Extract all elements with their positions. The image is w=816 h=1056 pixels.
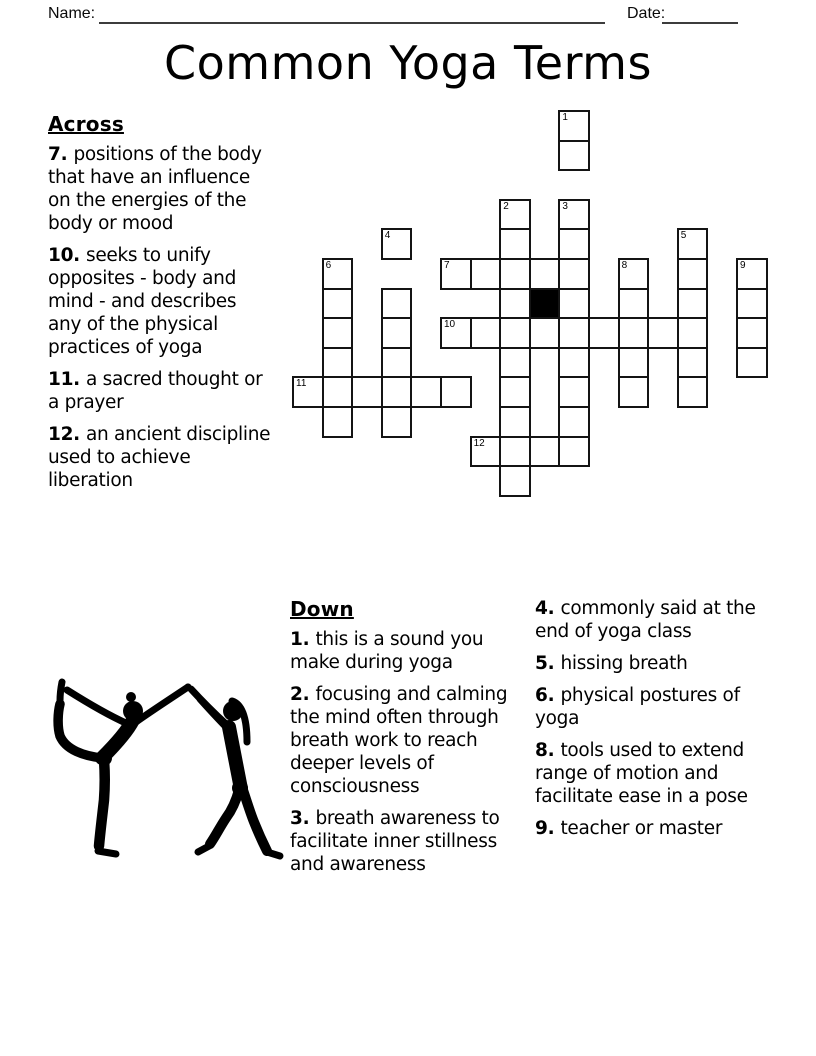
grid-cell[interactable] <box>351 376 383 408</box>
grid-cell[interactable] <box>618 288 650 320</box>
grid-cell[interactable] <box>322 376 354 408</box>
grid-cell[interactable] <box>558 376 590 408</box>
grid-cell-4[interactable] <box>381 228 413 260</box>
grid-cell[interactable] <box>558 140 590 172</box>
partner-back-foot <box>267 852 280 856</box>
grid-cell[interactable] <box>322 288 354 320</box>
grid-cell[interactable] <box>736 347 768 379</box>
grid-cell[interactable] <box>558 406 590 438</box>
clue-number: 3. <box>290 808 316 829</box>
grid-cell[interactable] <box>322 406 354 438</box>
grid-cell[interactable] <box>736 288 768 320</box>
clue-text: a sacred thought or a prayer <box>48 369 263 413</box>
clue-text: positions of the body that have an influence on the energies of the body or mood <box>48 144 262 234</box>
clue-5 <box>535 652 770 675</box>
grid-cell[interactable] <box>677 288 709 320</box>
grid-cell[interactable] <box>499 376 531 408</box>
clue-6 <box>535 684 770 730</box>
dancer-raised-arm <box>136 687 188 722</box>
clue-text: physical postures of yoga <box>535 685 740 729</box>
cell-number: 2 <box>503 200 509 212</box>
clue-number: 8. <box>535 740 561 761</box>
clue-text: focusing and calming the mind often through breath work to reach deeper levels of consciousness <box>290 684 508 797</box>
grid-cell[interactable] <box>381 406 413 438</box>
grid-cell[interactable] <box>499 406 531 438</box>
down-clue-list <box>290 628 528 876</box>
date-label: Date: <box>627 5 666 22</box>
cell-number: 1 <box>562 112 568 123</box>
grid-cell[interactable] <box>558 258 590 290</box>
grid-cell[interactable] <box>381 376 413 408</box>
clue-10 <box>48 244 274 359</box>
grid-cell[interactable] <box>499 436 531 468</box>
down-section <box>290 597 528 885</box>
clue-8 <box>535 739 770 808</box>
grid-cell-5[interactable] <box>677 228 709 260</box>
clue-9 <box>535 817 770 840</box>
name-input-line[interactable] <box>99 4 605 24</box>
grid-cell-1[interactable] <box>558 110 590 142</box>
cell-number: 10 <box>444 319 456 331</box>
clue-number: 2. <box>290 684 316 705</box>
grid-cell[interactable] <box>558 436 590 468</box>
clue-number: 6. <box>535 685 561 706</box>
clue-text: commonly said at the end of yoga class <box>535 598 756 642</box>
clue-7 <box>48 143 274 235</box>
down-heading: Down <box>290 597 354 621</box>
cell-number: 7 <box>444 260 450 271</box>
grid-cell[interactable] <box>558 347 590 379</box>
across-heading: Across <box>48 112 124 136</box>
grid-cell[interactable] <box>618 376 650 408</box>
clue-11 <box>48 368 274 414</box>
grid-cell[interactable] <box>529 258 561 290</box>
grid-cell-3[interactable] <box>558 199 590 231</box>
dancer-raised-leg <box>58 704 102 758</box>
grid-cell[interactable] <box>470 258 502 290</box>
cell-number: 8 <box>621 260 628 271</box>
grid-black-cell <box>529 288 561 320</box>
partner-front-foot <box>198 845 211 852</box>
clue-number: 7. <box>48 144 74 165</box>
clue-text: teacher or master <box>560 818 723 839</box>
clue-text: an ancient discipline used to achieve liberation <box>48 424 271 491</box>
clue-number: 12. <box>48 424 87 445</box>
yoga-silhouette-image <box>48 668 292 872</box>
grid-cell[interactable] <box>677 258 709 290</box>
across-section <box>48 112 274 501</box>
grid-cell[interactable] <box>499 288 531 320</box>
grid-cell-9[interactable] <box>736 258 768 290</box>
cell-number: 4 <box>384 230 391 242</box>
grid-cell-12[interactable] <box>470 436 502 468</box>
grid-cell[interactable] <box>499 347 531 379</box>
partner-back-leg <box>243 790 267 851</box>
partner-front-leg <box>210 790 239 844</box>
dancer-raised-foot <box>60 682 62 701</box>
dancer-grab-arm <box>67 690 128 724</box>
down-section-column-2 <box>535 597 770 849</box>
clue-4 <box>535 597 770 643</box>
cell-number: 6 <box>325 260 332 271</box>
name-label: Name: <box>48 5 96 22</box>
grid-cell[interactable] <box>558 317 590 349</box>
grid-cell-7[interactable] <box>440 258 472 290</box>
cell-number: 11 <box>296 378 307 390</box>
grid-cell[interactable] <box>381 317 413 349</box>
clue-number: 9. <box>535 818 561 839</box>
cell-number: 3 <box>562 200 568 212</box>
grid-cell[interactable] <box>470 317 502 349</box>
clue-text: breath awareness to facilitate inner stillness and awareness <box>290 808 500 875</box>
dancer-standing-foot <box>98 851 116 854</box>
clue-number: 5. <box>535 653 561 674</box>
across-clue-list <box>48 143 274 492</box>
clue-1 <box>290 628 528 674</box>
partner-torso <box>229 727 241 789</box>
grid-cell[interactable] <box>381 347 413 379</box>
page-title: Common Yoga Terms <box>164 36 652 90</box>
grid-cell-8[interactable] <box>618 258 650 290</box>
grid-cell[interactable] <box>677 317 709 349</box>
grid-cell[interactable] <box>499 317 531 349</box>
grid-cell[interactable] <box>410 376 442 408</box>
grid-cell[interactable] <box>618 317 650 349</box>
grid-cell[interactable] <box>499 228 531 260</box>
clue-text: this is a sound you make during yoga <box>290 629 484 673</box>
grid-cell[interactable] <box>558 228 590 260</box>
clue-text: tools used to extend range of motion and facilitate ease in a pose <box>535 740 748 807</box>
grid-cell[interactable] <box>322 347 354 379</box>
clue-12 <box>48 423 274 492</box>
cell-number: 9 <box>740 260 746 271</box>
grid-cell[interactable] <box>440 376 472 408</box>
cell-number: 12 <box>473 437 485 449</box>
grid-cell[interactable] <box>558 288 590 320</box>
grid-cell[interactable] <box>677 347 709 379</box>
dancer-bun <box>126 692 136 702</box>
clue-number: 10. <box>48 245 87 266</box>
grid-cell[interactable] <box>736 317 768 349</box>
grid-cell-6[interactable] <box>322 258 354 290</box>
grid-cell-2[interactable] <box>499 199 531 231</box>
grid-cell[interactable] <box>529 436 561 468</box>
grid-cell[interactable] <box>381 288 413 320</box>
grid-cell[interactable] <box>529 317 561 349</box>
grid-cell[interactable] <box>499 258 531 290</box>
grid-cell[interactable] <box>647 317 679 349</box>
down-clue-list-2 <box>535 597 770 840</box>
clue-number: 4. <box>535 598 561 619</box>
grid-cell-10[interactable] <box>440 317 472 349</box>
grid-cell[interactable] <box>588 317 620 349</box>
date-input-line[interactable] <box>662 4 738 24</box>
clue-number: 11. <box>48 369 87 390</box>
clue-text: seeks to unify opposites - body and mind - and describes any of the physical practices of yoga <box>48 245 237 358</box>
crossword-grid <box>292 110 802 510</box>
clue-3 <box>290 807 528 876</box>
grid-cell[interactable] <box>677 376 709 408</box>
clue-number: 1. <box>290 629 316 650</box>
grid-cell[interactable] <box>322 317 354 349</box>
grid-cell[interactable] <box>618 347 650 379</box>
yoga-partner-silhouette-icon <box>48 668 292 872</box>
grid-cell-11[interactable] <box>292 376 324 408</box>
clue-text: hissing breath <box>560 653 688 674</box>
cell-number: 5 <box>680 230 687 242</box>
clue-2 <box>290 683 528 798</box>
dancer-standing-leg <box>99 760 105 846</box>
grid-cell[interactable] <box>499 465 531 497</box>
